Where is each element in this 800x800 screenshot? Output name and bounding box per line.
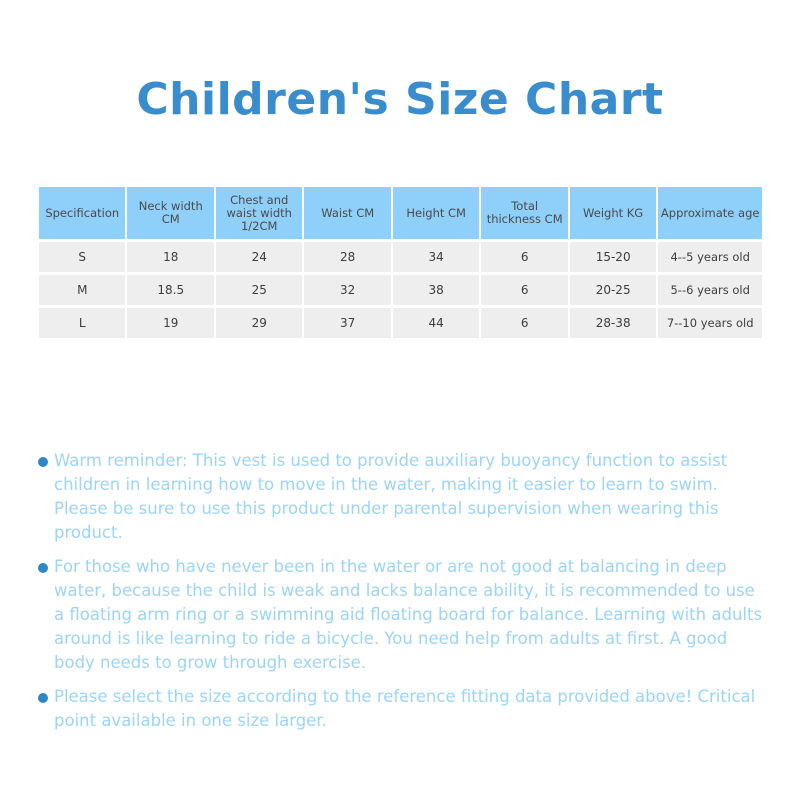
header-chest-waist-width: Chest and waist width 1/2CM — [216, 187, 302, 239]
cell-specification: S — [39, 242, 125, 272]
cell-waist: 28 — [304, 242, 390, 272]
cell-weight: 20-25 — [570, 275, 656, 305]
list-item — [36, 555, 766, 675]
header-total-thickness: Total thickness CM — [481, 187, 567, 239]
cell-neck-width: 18 — [127, 242, 213, 272]
table-header-row — [39, 187, 762, 239]
cell-total-thickness: 6 — [481, 275, 567, 305]
bullet-dot-icon — [38, 693, 48, 703]
cell-weight: 15-20 — [570, 242, 656, 272]
cell-neck-width: 19 — [127, 308, 213, 338]
table-row — [39, 308, 762, 338]
cell-chest-waist-width: 24 — [216, 242, 302, 272]
note-balance-advice: For those who have never been in the water or are not good at balancing in deep water, because the child is weak and lacks balance ability, it is recommended to use a floating arm ring or a swimming aid floating board for balance. Learning with adults around is like learning to ride a bicycle. You need help from adults at first. A good body needs to grow through exercise. — [54, 557, 763, 672]
header-specification: Specification — [39, 187, 125, 239]
cell-waist: 37 — [304, 308, 390, 338]
cell-height: 38 — [393, 275, 479, 305]
list-item — [36, 685, 766, 733]
cell-chest-waist-width: 29 — [216, 308, 302, 338]
cell-weight: 28-38 — [570, 308, 656, 338]
header-waist: Waist CM — [304, 187, 390, 239]
bullet-dot-icon — [38, 563, 48, 573]
table-row — [39, 242, 762, 272]
cell-approximate-age: 5--6 years old — [658, 275, 762, 305]
table-row — [39, 275, 762, 305]
note-warm-reminder: Warm reminder: This vest is used to provide auxiliary buoyancy function to assist children in learning how to move in the water, making it easier to learn to swim. Please be sure to use this product under parental supervision when wearing this product. — [54, 451, 728, 542]
list-item — [36, 449, 766, 545]
cell-total-thickness: 6 — [481, 308, 567, 338]
cell-neck-width: 18.5 — [127, 275, 213, 305]
notes-list — [36, 449, 766, 743]
note-size-selection: Please select the size according to the reference fitting data provided above! Critical point available in one size larger. — [54, 687, 756, 730]
cell-approximate-age: 4--5 years old — [658, 242, 762, 272]
cell-chest-waist-width: 25 — [216, 275, 302, 305]
header-neck-width: Neck width CM — [127, 187, 213, 239]
header-weight: Weight KG — [570, 187, 656, 239]
cell-height: 34 — [393, 242, 479, 272]
size-chart-table — [37, 184, 764, 341]
cell-specification: L — [39, 308, 125, 338]
cell-total-thickness: 6 — [481, 242, 567, 272]
cell-waist: 32 — [304, 275, 390, 305]
bullet-dot-icon — [38, 457, 48, 467]
header-height: Height CM — [393, 187, 479, 239]
cell-height: 44 — [393, 308, 479, 338]
cell-specification: M — [39, 275, 125, 305]
header-approximate-age: Approximate age — [658, 187, 762, 239]
page-title: Children's Size Chart — [136, 74, 664, 125]
cell-approximate-age: 7--10 years old — [658, 308, 762, 338]
